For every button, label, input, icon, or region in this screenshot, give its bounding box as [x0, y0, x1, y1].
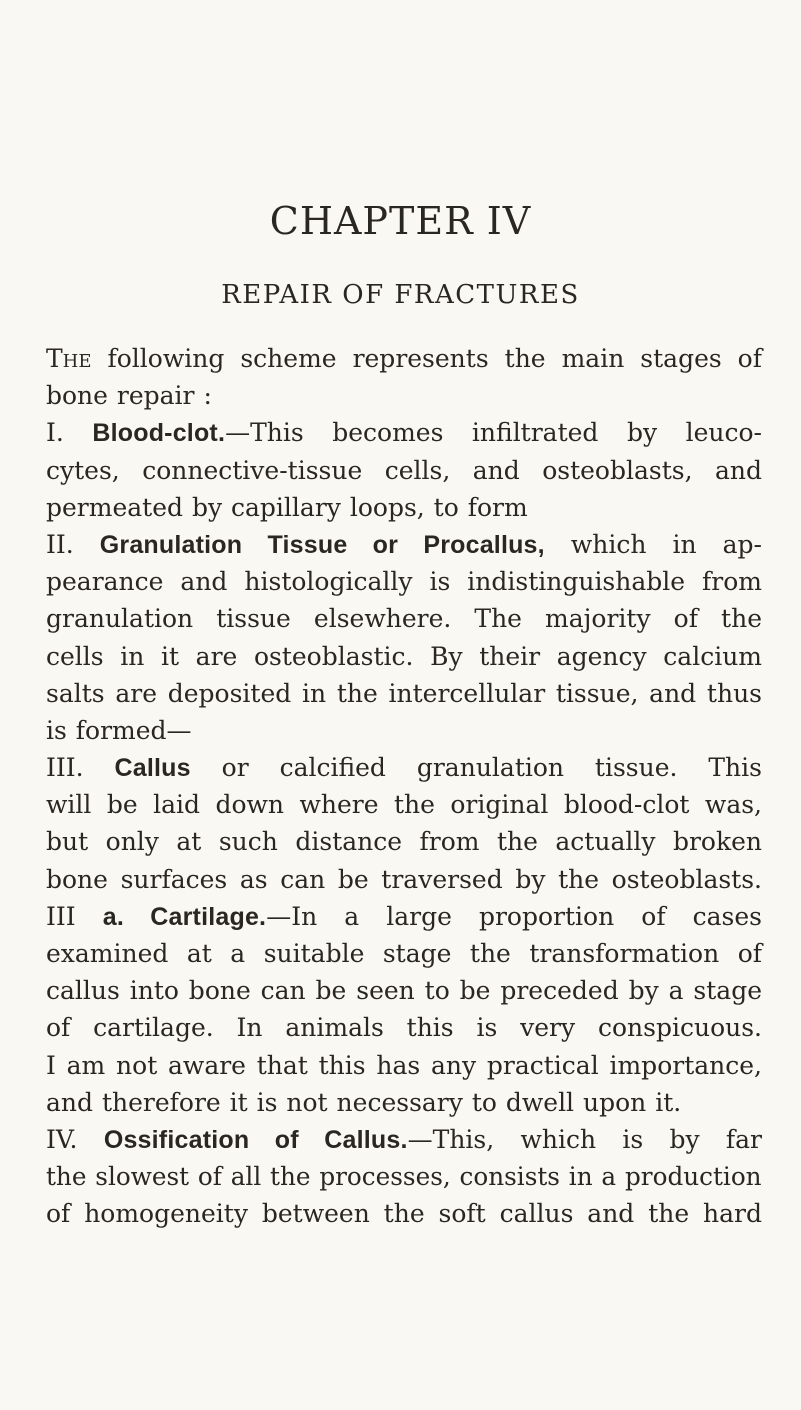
- stage-term: Blood-clot.: [92, 419, 226, 448]
- stage-number: II.: [46, 529, 74, 559]
- text-line: but only at such distance from the actually broken: [46, 827, 762, 857]
- text-line: examined at a suitable stage the transformation of: [46, 939, 762, 968]
- text-line: salts are deposited in the intercellular tissue, and thus: [46, 678, 762, 708]
- body-text: [46, 340, 762, 1233]
- stage-2-line: II. Granulation Tissue or Procallus, which in ap-: [46, 529, 762, 559]
- text-line: pearance and histologically is indistinguishable from: [46, 567, 762, 597]
- text-line: of homogeneity between the soft callus and the hard: [46, 1199, 762, 1229]
- text-line: callus into bone can be seen to be preceded by a stage: [46, 976, 762, 1006]
- stage-number: I.: [46, 418, 64, 448]
- lead-word: The: [46, 344, 92, 373]
- stage-number: III.: [46, 753, 84, 783]
- text-line: granulation tissue elsewhere. The majority of the: [46, 604, 762, 634]
- stage-3-line: III. Callus or calcified granulation tissue. This: [46, 753, 762, 783]
- text-line: I am not aware that this has any practical importance,: [46, 1050, 762, 1080]
- text-line: of cartilage. In animals this is very conspicuous.: [46, 1013, 762, 1043]
- text-line: The following scheme represents the main stages of: [46, 344, 762, 373]
- text-line: cells in it are osteoblastic. By their agency calcium: [46, 641, 762, 671]
- chapter-title: REPAIR OF FRACTURES: [221, 280, 580, 310]
- text-line: the slowest of all the processes, consists in a production: [46, 1162, 762, 1192]
- stage-term: Granulation Tissue or Procallus,: [99, 530, 545, 559]
- text-line: bone repair :: [46, 381, 212, 411]
- stage-number: IV.: [46, 1124, 78, 1154]
- stage-term: Ossification of Callus.: [103, 1125, 408, 1154]
- stage-term: Callus: [114, 754, 191, 783]
- stage-3a-line: III a. Cartilage.—In a large proportion of cases: [46, 901, 763, 931]
- stage-1-line: I. Blood-clot.—This becomes infiltrated by leuco-: [46, 418, 762, 448]
- text-line: cytes, connective-tissue cells, and osteoblasts, and: [46, 455, 762, 485]
- text-line: and therefore it is not necessary to dwell upon it.: [46, 1087, 682, 1117]
- text-line: will be laid down where the original blood-clot was,: [46, 790, 762, 820]
- text-line: permeated by capillary loops, to form: [46, 492, 528, 522]
- stage-4-line: IV. Ossification of Callus.—This, which is by far: [46, 1124, 762, 1154]
- stage-term: a. Cartilage.: [102, 902, 267, 931]
- stage-number: III: [46, 901, 76, 931]
- chapter-heading: CHAPTER IV: [269, 199, 532, 243]
- text-line: bone surfaces as can be traversed by the osteoblasts.: [46, 864, 762, 894]
- text-line: is formed—: [46, 715, 192, 745]
